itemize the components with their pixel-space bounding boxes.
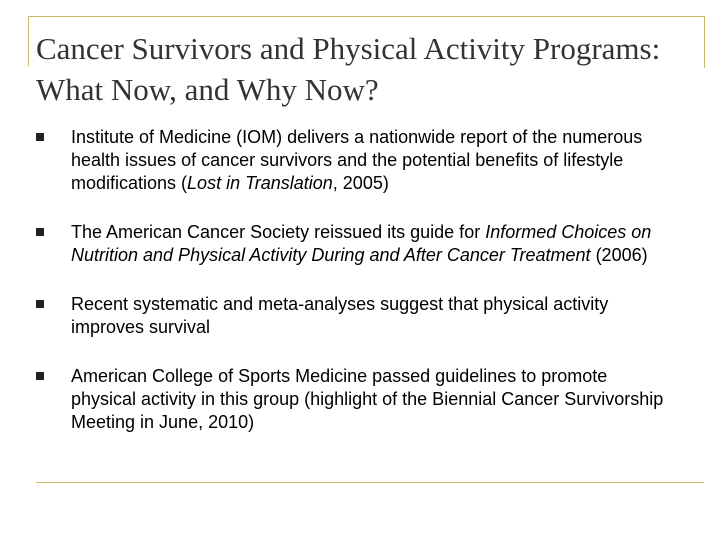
bullet-text-segment: Recent systematic and meta-analyses suggest that physical activity improves survival <box>71 294 609 337</box>
square-bullet-icon <box>36 228 44 236</box>
bullet-text-segment: American College of Sports Medicine passed guidelines to promote physical activity in this group (highlight of the Biennial Cancer Survivorship Meeting in June, 2010) <box>71 366 664 432</box>
bullet-item-2 <box>36 221 676 267</box>
guide-title: Informed Choices on Nutrition and Physical Activity During and After Cancer Treatment <box>71 222 652 265</box>
slide-title: Cancer Survivors and Physical Activity Programs: What Now, and Why Now? <box>36 31 661 107</box>
bullet-text-segment: , 2005) <box>332 173 389 193</box>
report-title: Lost in Translation <box>187 173 333 193</box>
frame-top-rule <box>28 16 704 17</box>
square-bullet-icon <box>36 133 44 141</box>
bullet-list <box>36 126 676 460</box>
bullet-item-3 <box>36 293 676 339</box>
bullet-text <box>71 221 676 267</box>
bullet-text-segment: The American Cancer Society reissued its guide for <box>71 222 486 242</box>
frame-bottom-rule <box>36 482 704 483</box>
square-bullet-icon <box>36 372 44 380</box>
frame-left-rule <box>28 16 29 66</box>
bullet-text <box>71 365 676 434</box>
frame-right-rule <box>704 16 705 68</box>
bullet-item-1 <box>36 126 676 195</box>
square-bullet-icon <box>36 300 44 308</box>
bullet-item-4 <box>36 365 676 434</box>
bullet-text <box>71 293 676 339</box>
bullet-text <box>71 126 676 195</box>
bullet-text-segment: Institute of Medicine (IOM) delivers a nationwide report of the numerous health issues of cancer survivors and the potential benefits of lifestyle modifications ( <box>71 127 643 193</box>
bullet-text-segment: (2006) <box>590 245 648 265</box>
